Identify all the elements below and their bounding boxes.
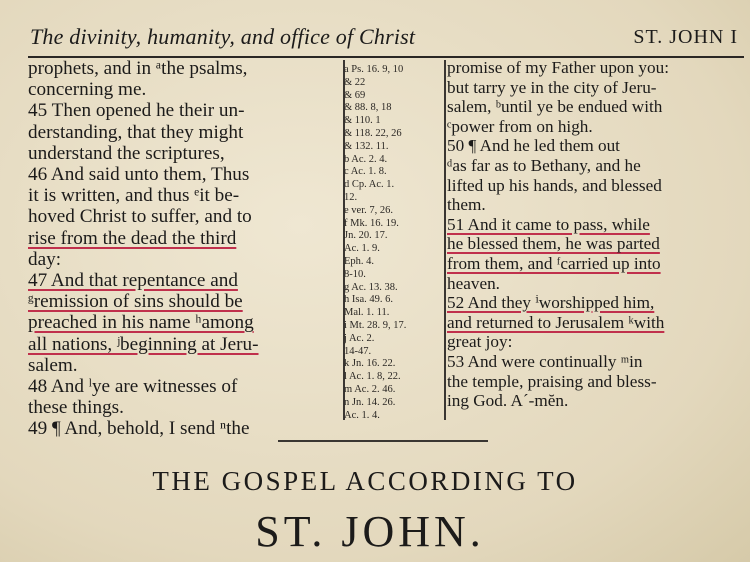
verse-45: 45 Then opened he their un- <box>28 100 245 122</box>
text-line-underlined: all nations, ʲbeginning at Jeru- <box>28 333 259 355</box>
verse-46: 46 And said unto them, Thus <box>28 164 250 186</box>
text-line: ing God. A´-mĕn. <box>447 391 569 411</box>
cross-reference: n Jn. 14. 26. <box>344 396 396 408</box>
column-divider-right <box>444 60 446 420</box>
text-line: day: <box>28 248 62 270</box>
cross-reference: m Ac. 2. 46. <box>344 383 396 395</box>
text-line: concerning me. <box>28 79 147 101</box>
left-text-column <box>28 58 344 440</box>
page-header-title: The divinity, humanity, and office of Christ <box>30 24 416 49</box>
right-text-column <box>447 58 747 411</box>
text-line: it is written, and thus ᵉit be- <box>28 185 240 207</box>
text-line-underlined: rise from the dead the third <box>28 227 237 249</box>
text-line-underlined: preached in his name ʰamong <box>28 312 254 334</box>
gospel-title-line2: ST. JOHN. <box>255 507 485 556</box>
cross-reference: & 132. 11. <box>344 140 389 152</box>
cross-reference: j Ac. 2. <box>344 332 375 344</box>
text-line: ᶜpower from on high. <box>447 116 593 136</box>
cross-reference: g Ac. 13. 38. <box>344 281 398 293</box>
cross-reference: Jn. 20. 17. <box>344 230 388 242</box>
text-line: heaven. <box>447 273 500 293</box>
text-line: these things. <box>28 397 124 419</box>
cross-reference: & 118. 22, 26 <box>344 127 402 139</box>
cross-reference: b Ac. 2. 4. <box>344 153 388 165</box>
section-divider <box>278 440 488 442</box>
cross-reference: 14-47. <box>344 345 372 357</box>
text-line: understand the scriptures, <box>28 142 225 164</box>
text-line: promise of my Father upon you: <box>447 58 669 77</box>
cross-reference-column <box>344 64 442 422</box>
cross-reference: & 110. 1 <box>344 115 381 127</box>
cross-reference: a Ps. 16. 9, 10 <box>344 64 404 75</box>
cross-reference: c Ac. 1. 8. <box>344 166 387 178</box>
text-line: them. <box>447 195 486 215</box>
text-line-underlined: and returned to Jerusalem ᵏwith <box>447 312 665 332</box>
verse-48: 48 And ˡye are witnesses of <box>28 376 238 398</box>
text-line: the temple, praising and bless- <box>447 371 657 391</box>
text-line: hoved Christ to suffer, and to <box>28 206 252 228</box>
cross-reference: k Jn. 16. 22. <box>344 358 396 370</box>
cross-reference: Ac. 1. 9. <box>344 243 380 255</box>
gospel-title-line1: THE GOSPEL ACCORDING TO <box>152 466 578 496</box>
text-line: great joy: <box>447 332 513 352</box>
text-line: salem. <box>28 354 78 376</box>
text-line: ᵈas far as to Bethany, and he <box>447 155 641 175</box>
cross-reference: d Cp. Ac. 1. <box>344 179 395 191</box>
text-line-underlined: he blessed them, he was parted <box>447 234 660 254</box>
cross-reference: 8-10. <box>344 268 366 280</box>
cross-reference: Mal. 1. 11. <box>344 307 390 319</box>
verse-49: 49 ¶ And, behold, I send ⁿthe <box>28 418 250 440</box>
cross-reference: & 69 <box>344 89 366 101</box>
cross-reference: e ver. 7, 26. <box>344 204 393 216</box>
text-line-underlined: from them, and ᶠcarried up into <box>447 253 661 273</box>
text-line: prophets, and in ᵃthe psalms, <box>28 58 248 79</box>
cross-reference: Ac. 1. 4. <box>344 409 380 421</box>
cross-reference: 12. <box>344 191 358 203</box>
cross-reference: h Isa. 49. 6. <box>344 294 393 306</box>
verse-50: 50 ¶ And he led them out <box>447 136 620 156</box>
verse-47: 47 And that repentance and <box>28 270 238 292</box>
verse-51: 51 And it came to pass, while <box>447 214 650 234</box>
cross-reference: & 88. 8, 18 <box>344 102 392 114</box>
text-line: lifted up his hands, and blessed <box>447 175 662 195</box>
verse-52: 52 And they ⁱworshipped him, <box>447 293 655 313</box>
verse-53: 53 And were continually ᵐin <box>447 351 643 371</box>
cross-reference: f Mk. 16. 19. <box>344 217 399 229</box>
cross-reference: i Mt. 28. 9, 17. <box>344 319 407 331</box>
text-line: but tarry ye in the city of Jeru- <box>447 77 657 97</box>
text-line: salem, ᵇuntil ye be endued with <box>447 97 663 117</box>
cross-reference: l Ac. 1. 8, 22. <box>344 371 401 383</box>
cross-reference: & 22 <box>344 76 366 88</box>
cross-reference: Eph. 4. <box>344 255 375 267</box>
page-header-book: ST. JOHN I <box>633 26 738 48</box>
text-line: derstanding, that they might <box>28 121 244 143</box>
text-line-underlined: ᵍremission of sins should be <box>28 291 243 313</box>
